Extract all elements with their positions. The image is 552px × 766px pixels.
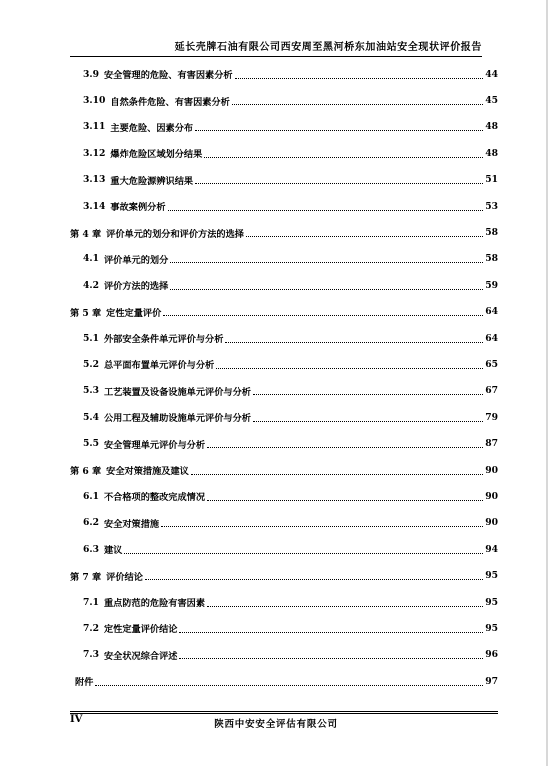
toc-dot-leader: [207, 499, 483, 501]
toc-entry[interactable]: [70, 457, 498, 483]
toc-entry-title: 工艺装置及设备设施单元评价与分析: [103, 386, 251, 398]
toc-entry-number: 5.2: [83, 358, 99, 370]
toc-entry-title: 安全管理单元评价与分析: [103, 439, 206, 451]
footer-page-number: IV: [70, 714, 83, 725]
toc-entry-number: 3.14: [83, 200, 106, 212]
toc-entry[interactable]: [70, 114, 498, 140]
toc-dot-leader: [145, 578, 483, 580]
toc-entry-number: 3.10: [83, 95, 106, 107]
toc-entry-title: 建议: [103, 545, 123, 557]
toc-dot-leader: [163, 314, 483, 316]
toc-entry[interactable]: [70, 615, 498, 641]
toc-entry-title: 不合格项的整改完成情况: [103, 492, 206, 504]
toc-entry-title: 外部安全条件单元评价与分析: [103, 334, 224, 346]
toc-entry-number: 3.9: [83, 68, 99, 80]
toc-entry-title: 定性定量评价: [106, 307, 162, 319]
toc-dot-leader: [253, 393, 483, 395]
toc-entry-number: 5.3: [83, 385, 99, 397]
toc-dot-leader: [204, 156, 483, 158]
toc-dot-leader: [168, 209, 484, 211]
toc-entry-title: 评价单元的划分: [103, 254, 169, 266]
toc-entry-number: 4.2: [83, 279, 99, 291]
toc-dot-leader: [179, 657, 483, 659]
toc-entry-page: 44: [485, 68, 498, 80]
toc-entry[interactable]: [70, 562, 498, 588]
toc-entry-number: 3.11: [83, 121, 106, 133]
toc-entry-number: 3.13: [83, 174, 106, 186]
page-header: [70, 38, 482, 57]
toc-dot-leader: [195, 182, 483, 184]
toc-entry[interactable]: [70, 325, 498, 351]
toc-entry[interactable]: [70, 299, 498, 325]
toc-entry-number: 第 7 章: [70, 571, 102, 583]
footer-rule-secondary: [70, 713, 498, 714]
toc-entry-page: 58: [485, 253, 498, 265]
toc-entry-title: 重大危险源辨识结果: [110, 175, 194, 187]
toc-entry-number: 5.5: [83, 438, 99, 450]
toc-entry-number: 3.12: [83, 147, 106, 159]
toc-dot-leader: [95, 684, 483, 686]
toc-entry-page: 90: [485, 517, 498, 529]
toc-entry[interactable]: [70, 351, 498, 377]
toc-dot-leader: [235, 77, 484, 79]
toc-dot-leader: [216, 367, 483, 369]
toc-entry-number: 7.1: [83, 596, 99, 608]
toc-entry-page: 94: [485, 543, 498, 555]
toc-entry-page: 64: [485, 332, 498, 344]
toc-entry[interactable]: [70, 404, 498, 430]
toc-entry-number: 7.2: [83, 622, 99, 634]
toc-entry[interactable]: [70, 167, 498, 193]
toc-entry[interactable]: [70, 378, 498, 404]
toc-entry[interactable]: [70, 140, 498, 166]
toc-dot-leader: [225, 341, 483, 343]
toc-entry[interactable]: [70, 483, 498, 509]
toc-entry-page: 59: [485, 279, 498, 291]
toc-entry-page: 96: [485, 649, 498, 661]
toc-entry-title: 定性定量评价结论: [103, 624, 178, 636]
toc-entry[interactable]: [70, 219, 498, 245]
toc-entry-page: 58: [485, 227, 498, 239]
footer-rule: [70, 711, 498, 712]
table-of-contents: [70, 61, 498, 694]
toc-dot-leader: [207, 446, 483, 448]
toc-entry-title: 重点防范的危险有害因素: [103, 598, 206, 609]
toc-entry[interactable]: [70, 642, 498, 668]
toc-entry-number: 6.2: [83, 517, 99, 529]
toc-entry-page: 53: [485, 200, 498, 212]
toc-entry-number: 第 5 章: [70, 307, 102, 319]
toc-entry-page: 51: [485, 174, 498, 186]
toc-entry-number: 5.4: [83, 411, 99, 423]
toc-entry-page: 79: [485, 411, 498, 423]
footer-organization: 陕西中安安全评估有限公司: [214, 719, 338, 730]
toc-entry-title: 安全对策措施: [103, 518, 160, 530]
toc-entry[interactable]: [70, 61, 498, 87]
toc-entry-number: 4.1: [83, 253, 99, 265]
toc-dot-leader: [124, 552, 483, 554]
toc-entry-title: 评价结论: [106, 571, 143, 583]
toc-dot-leader: [170, 288, 483, 290]
toc-entry-page: 87: [485, 438, 498, 450]
toc-entry-title: 总平面布置单元评价与分析: [103, 360, 215, 372]
toc-entry-page: 97: [485, 675, 498, 687]
toc-entry[interactable]: [70, 193, 498, 219]
toc-entry-title: 安全管理的危险、有害因素分析: [103, 70, 233, 82]
toc-entry-page: 90: [485, 464, 498, 476]
toc-entry-title: 主要危险、因素分布: [110, 122, 194, 134]
toc-entry[interactable]: [70, 589, 498, 615]
toc-entry[interactable]: [70, 510, 498, 536]
toc-entry[interactable]: [70, 668, 498, 694]
toc-entry-page: 95: [485, 596, 498, 608]
toc-dot-leader: [179, 631, 483, 633]
toc-entry-page: 48: [485, 147, 498, 159]
toc-entry-title: 爆炸危险区域划分结果: [110, 149, 203, 161]
toc-entry-page: 90: [485, 490, 498, 502]
toc-entry-number: 第 4 章: [70, 228, 102, 240]
header-title: 延长壳牌石油有限公司西安周至黑河桥东加油站安全现状评价报告: [174, 42, 482, 53]
toc-entry[interactable]: [70, 246, 498, 272]
toc-entry-title: 附件: [75, 677, 94, 689]
toc-entry-number: 7.3: [83, 649, 99, 661]
toc-entry[interactable]: [70, 272, 498, 298]
toc-entry-page: 67: [485, 385, 498, 397]
toc-entry-number: 6.3: [83, 543, 99, 555]
toc-entry-page: 45: [485, 95, 498, 107]
toc-dot-leader: [253, 420, 483, 422]
toc-entry-title: 安全对策措施及建议: [106, 466, 189, 478]
toc-entry-page: 95: [485, 570, 498, 582]
toc-dot-leader: [207, 605, 483, 607]
toc-dot-leader: [161, 525, 483, 527]
toc-entry-page: 48: [485, 121, 498, 133]
toc-entry-title: 公用工程及辅助设施单元评价与分析: [103, 413, 251, 425]
toc-entry-number: 6.1: [83, 490, 99, 502]
toc-dot-leader: [191, 473, 483, 475]
toc-entry[interactable]: [70, 430, 498, 456]
toc-dot-leader: [195, 129, 483, 131]
toc-entry-page: 95: [485, 622, 498, 634]
toc-entry[interactable]: [70, 87, 498, 113]
toc-entry-number: 5.1: [83, 332, 99, 344]
toc-entry-title: 安全状况综合评述: [103, 650, 178, 662]
toc-entry-title: 自然条件危险、有害因素分析: [110, 96, 230, 108]
toc-entry-page: 64: [485, 306, 498, 318]
toc-entry-number: 第 6 章: [70, 466, 102, 478]
toc-entry-title: 评价单元的划分和评价方法的选择: [106, 228, 244, 240]
toc-dot-leader: [246, 235, 483, 237]
toc-entry-title: 评价方法的选择: [103, 281, 169, 293]
header-rule: [70, 56, 482, 57]
toc-entry-title: 事故案例分析: [110, 202, 166, 214]
toc-entry[interactable]: [70, 536, 498, 562]
toc-dot-leader: [232, 103, 483, 105]
toc-dot-leader: [170, 261, 483, 263]
toc-entry-page: 65: [485, 358, 498, 370]
